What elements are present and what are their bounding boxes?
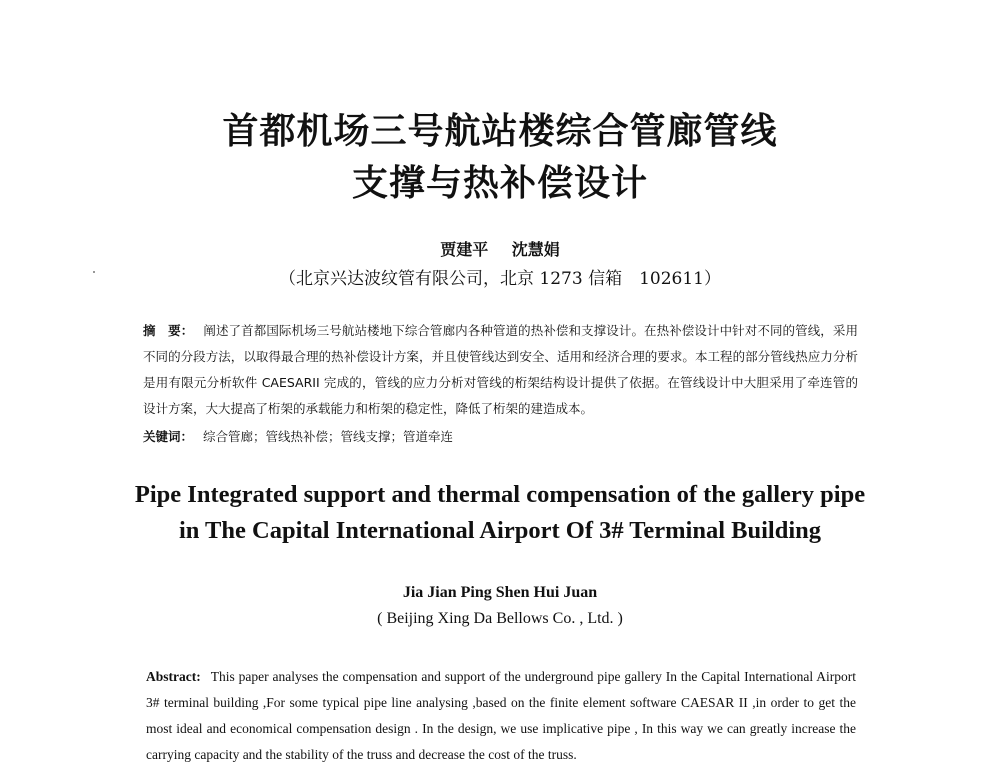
english-abstract: [146, 664, 856, 768]
english-affiliation: ( Beijing Xing Da Bellows Co. , Ltd. ): [377, 610, 623, 627]
chinese-keywords-text: 综合管廊；管线热补偿；管线支撑；管道牵连: [203, 429, 454, 444]
chinese-abstract: [143, 318, 858, 422]
chinese-title-line2: 支撑与热补偿设计: [351, 162, 648, 204]
chinese-abstract-label: 摘 要：: [143, 323, 194, 338]
chinese-abstract-text: 阐述了首都国际机场三号航站楼地下综合管廊内各种管道的热补偿和支撑设计。在热补偿设计中针对不同的管线，采用不同的分段方法，以取得最合理的热补偿设计方案，并且使管线达到安全、适用和经济合理的要求。本工程的部分管线热应力分析是用有限元分析软件 CAESARII 完成的，管线的应力分析对管线的桁架结构设计提供了依据。在管线设计中大胆采用了牵连管的设计方案，大大提高了桁架的承载能力和桁架的稳定性，降低了桁架的建造成本。: [143, 323, 858, 416]
chinese-authors: 贾建平 沈慧娟: [440, 240, 560, 259]
english-abstract-text: This paper analyses the compensation and support of the underground pipe gallery In the Capital International Airport 3# terminal building ,For some typical pipe line analysing ,based on the finite element software CAESAR II ,in order to get the most ideal and economical compensation design . In the design, we use implicative pipe , In this way we can greatly increase the carrying capacity and the stability of the truss and decrease the cost of the truss.: [146, 669, 856, 762]
chinese-keywords: [143, 424, 858, 450]
english-title-line2: in The Capital International Airport Of 3# Terminal Building: [178, 517, 822, 544]
english-authors: Jia Jian Ping Shen Hui Juan: [402, 584, 598, 601]
english-title-line1: Pipe Integrated support and thermal compensation of the gallery pipe: [134, 481, 866, 508]
chinese-keywords-label: 关键词：: [143, 429, 194, 444]
chinese-title-line1: 首都机场三号航站楼综合管廊管线: [222, 110, 778, 152]
chinese-affiliation: （北京兴达波纹管有限公司，北京 1273 信箱 102611）: [279, 269, 721, 289]
english-abstract-label: Abstract:: [146, 669, 201, 684]
